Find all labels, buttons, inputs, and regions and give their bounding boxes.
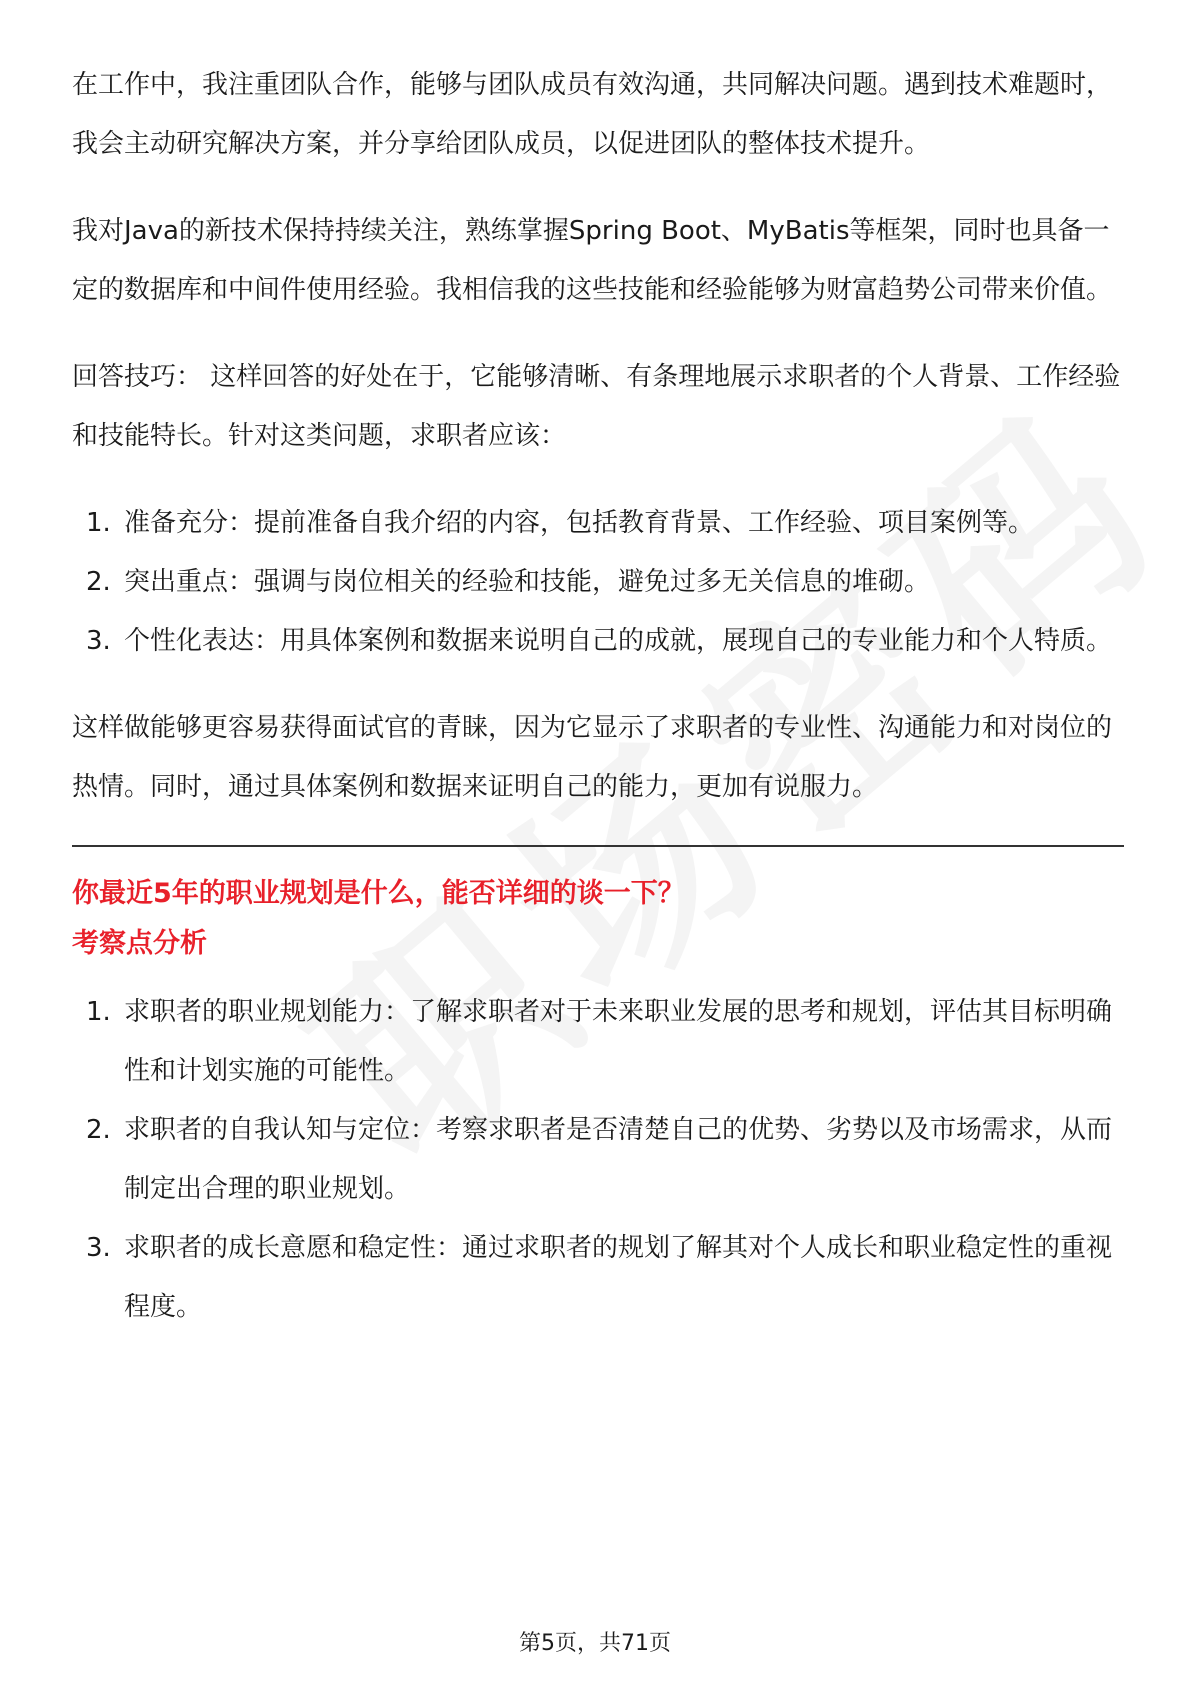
- list-item-text: 求职者的职业规划能力：了解求职者对于未来职业发展的思考和规划，评估其目标明确性和计划实施的可能性。: [124, 997, 1113, 1086]
- list-item: [72, 612, 1124, 671]
- list-number: 2.: [86, 1115, 111, 1145]
- list-item-text: 个性化表达：用具体案例和数据来说明自己的成就，展现自己的专业能力和个人特质。: [124, 626, 1113, 656]
- list-number: 3.: [86, 1233, 111, 1263]
- list-item-text: 准备充分：提前准备自我介绍的内容，包括教育背景、工作经验、项目案例等。: [124, 508, 1035, 538]
- paragraph-answer-tips: 回答技巧： 这样回答的好处在于，它能够清晰、有条理地展示求职者的个人背景、工作经验和技能特长。针对这类问题，求职者应该：: [72, 362, 1121, 451]
- list-number: 1.: [86, 997, 111, 1027]
- list-item: [72, 1101, 1124, 1219]
- list-number: 1.: [86, 508, 111, 538]
- list-item: [72, 494, 1124, 553]
- page-footer: 第5页，共71页: [519, 1631, 671, 1656]
- list-number: 2.: [86, 567, 111, 597]
- list-item: [72, 1219, 1124, 1337]
- list-item: [72, 983, 1124, 1101]
- question-heading: 你最近5年的职业规划是什么，能否详细的谈一下？: [72, 878, 685, 909]
- section-divider: [72, 845, 1124, 847]
- list-number: 3.: [86, 626, 111, 656]
- paragraph-conclusion: 这样做能够更容易获得面试官的青睐，因为它显示了求职者的专业性、沟通能力和对岗位的热情。同时，通过具体案例和数据来证明自己的能力，更加有说服力。: [72, 713, 1113, 802]
- paragraph-teamwork: 在工作中，我注重团队合作，能够与团队成员有效沟通，共同解决问题。遇到技术难题时，我会主动研究解决方案，并分享给团队成员，以促进团队的整体技术提升。: [72, 70, 1113, 159]
- page-content: [72, 56, 1124, 1337]
- tips-list: [72, 494, 1124, 671]
- analysis-subheading: 考察点分析: [72, 928, 207, 959]
- list-item: [72, 553, 1124, 612]
- list-item-text: 求职者的成长意愿和稳定性：通过求职者的规划了解其对个人成长和职业稳定性的重视程度。: [124, 1233, 1113, 1322]
- list-item-text: 突出重点：强调与岗位相关的经验和技能，避免过多无关信息的堆砌。: [124, 567, 931, 597]
- paragraph-java-skills: 我对Java的新技术保持持续关注，熟练掌握Spring Boot、MyBatis等框架，同时也具备一定的数据库和中间件使用经验。我相信我的这些技能和经验能够为财富趋势公司带来价值。: [72, 216, 1113, 305]
- analysis-list: [72, 983, 1124, 1337]
- list-item-text: 求职者的自我认知与定位：考察求职者是否清楚自己的优势、劣势以及市场需求，从而制定出合理的职业规划。: [124, 1115, 1113, 1204]
